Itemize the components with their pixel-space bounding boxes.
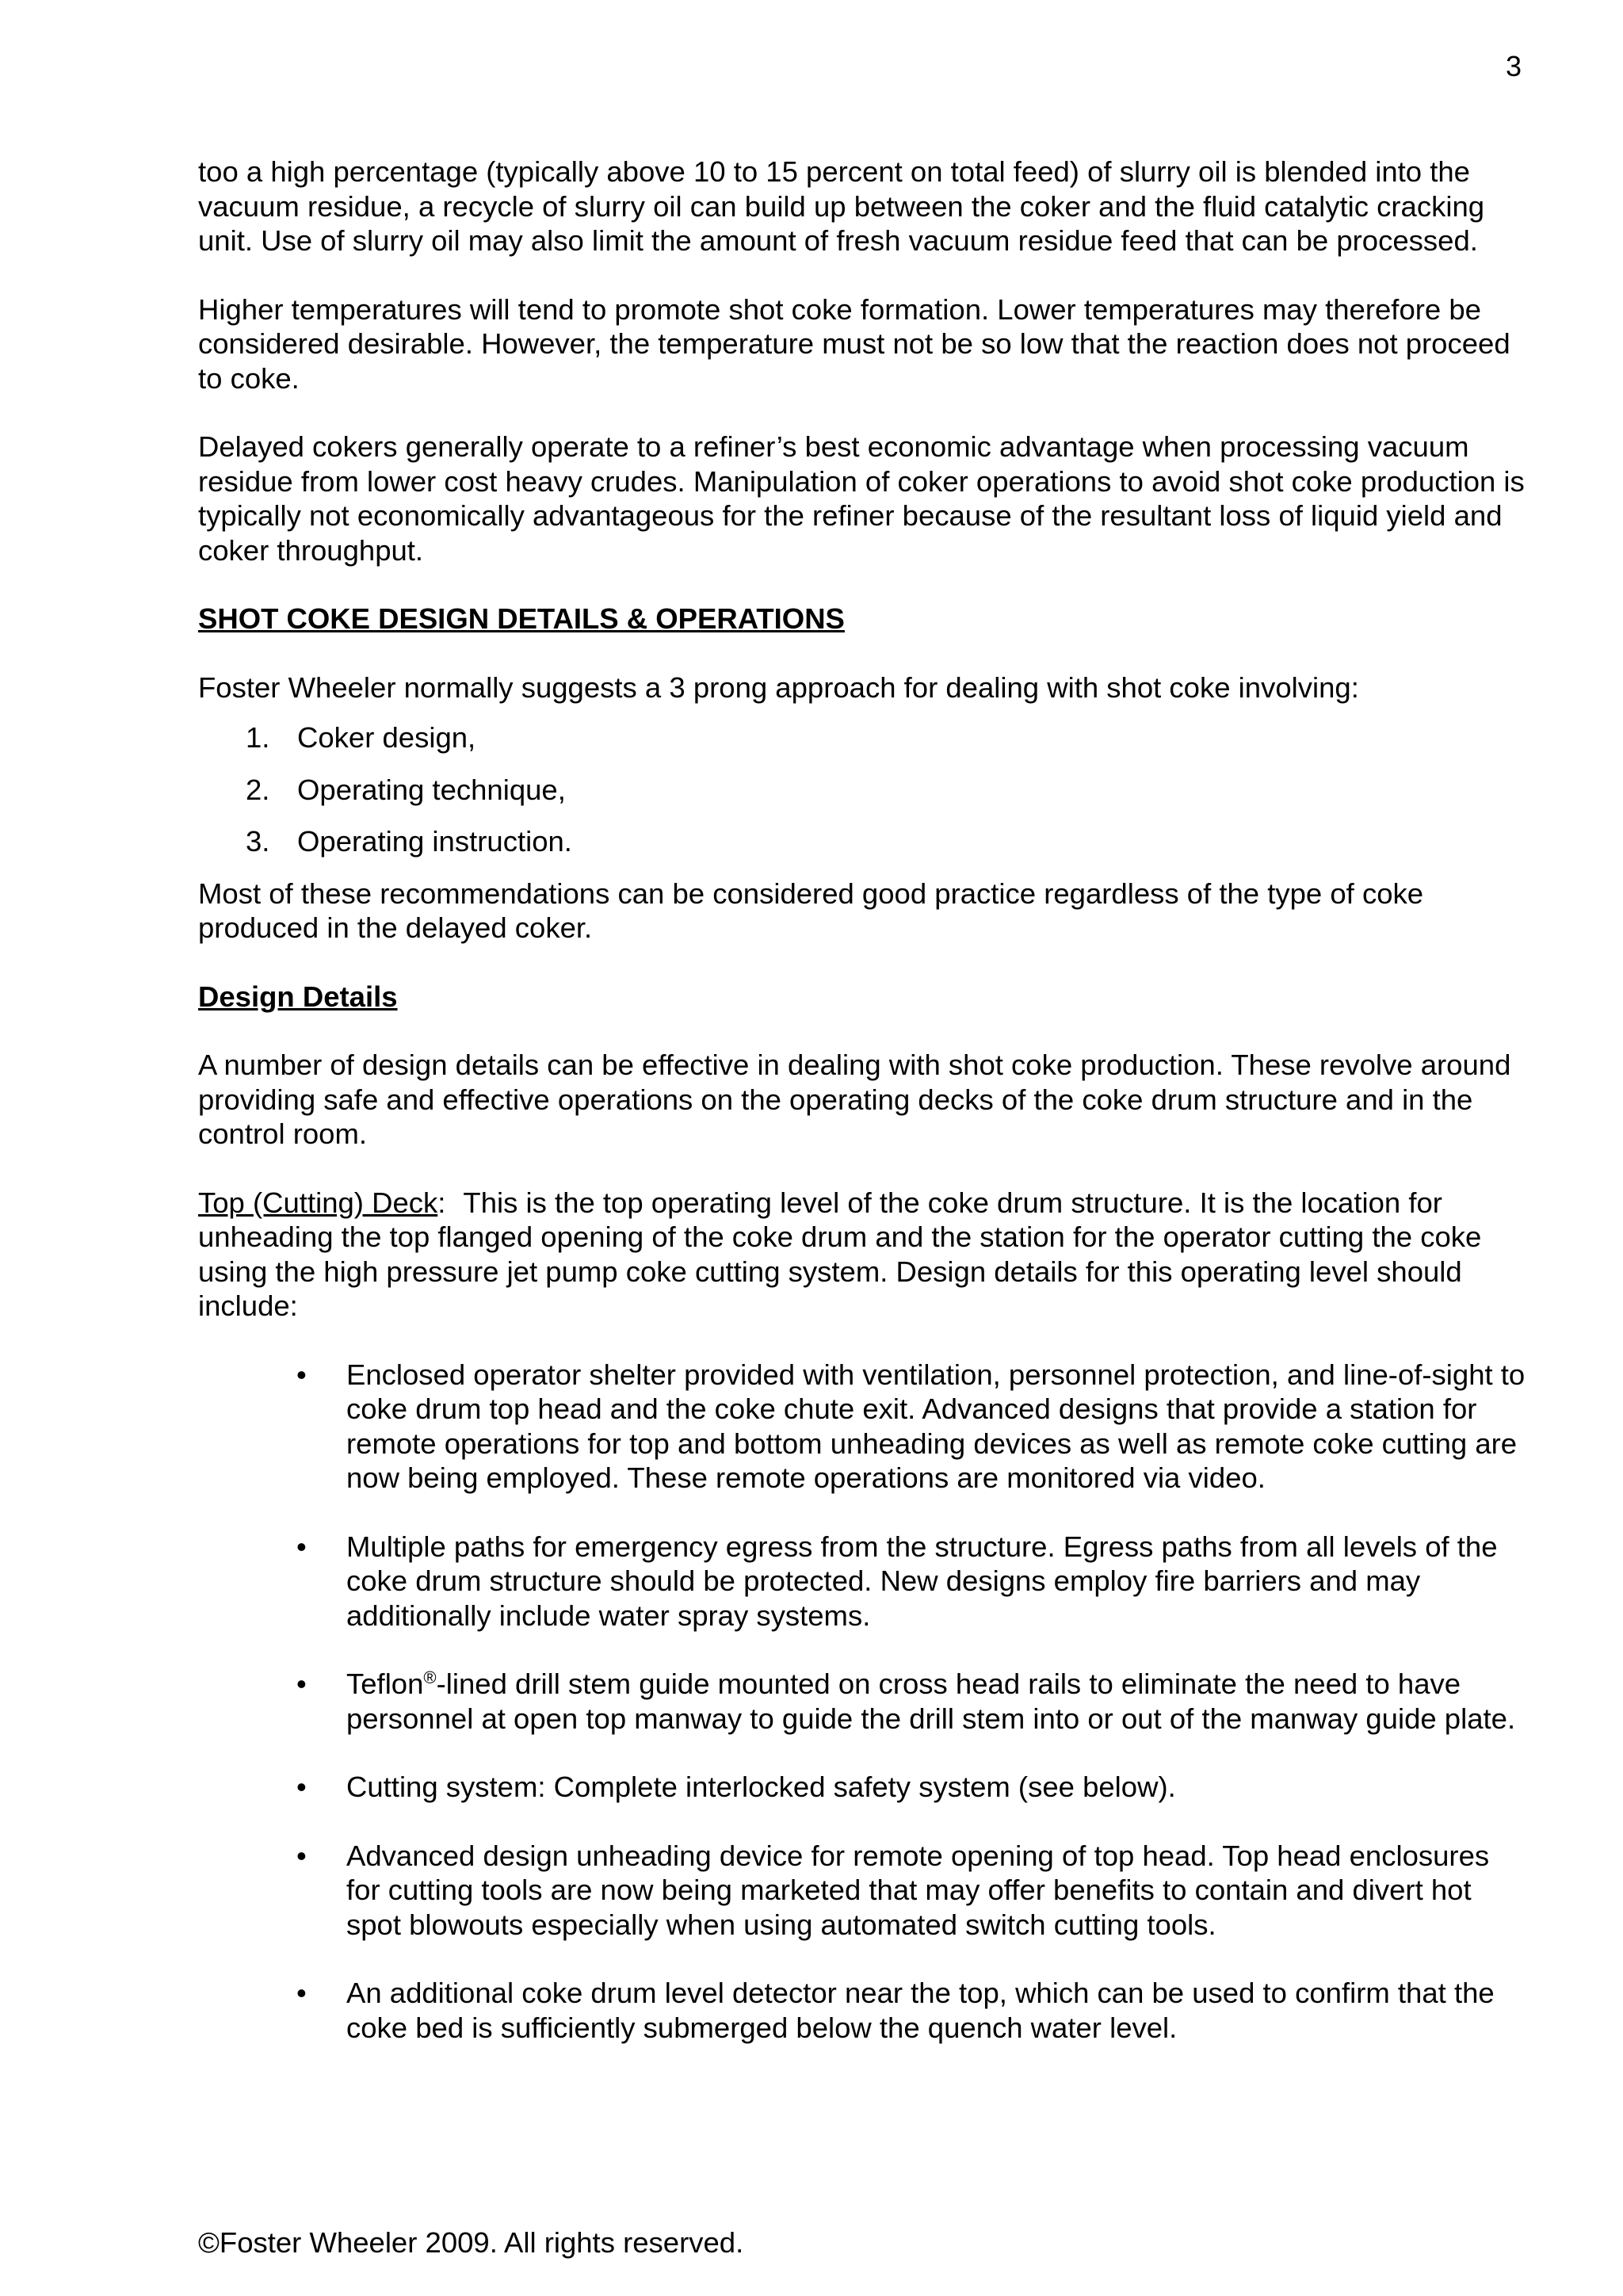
list-item <box>198 1667 1526 1736</box>
paragraph-top-deck <box>198 1186 1526 1324</box>
top-deck-colon: : <box>437 1186 446 1219</box>
top-deck-text: This is the top operating level of the coke drum structure. It is the location for unheading the top flanged opening of the coke drum and the station for the operator cutting the coke using the high pressure jet pump coke cutting system. Design details for this operating level should include: <box>198 1186 1482 1322</box>
bullet-icon: • <box>296 1358 307 1391</box>
registered-mark: ® <box>423 1668 437 1687</box>
teflon-word: Teflon <box>346 1668 424 1700</box>
teflon-rest: -lined drill stem guide mounted on cross head rails to eliminate the need to have personnel at open top manway to guide the drill stem into or out of the manway guide plate. <box>346 1668 1516 1735</box>
list-item <box>198 773 1526 808</box>
bullet-text-teflon <box>346 1668 1515 1735</box>
list-item <box>198 1839 1526 1943</box>
copyright-footer: ©Foster Wheeler 2009. All rights reserved. <box>198 2226 744 2259</box>
section-heading: SHOT COKE DESIGN DETAILS & OPERATIONS <box>198 602 845 635</box>
list-number: 1. <box>246 721 270 754</box>
design-bullet-list <box>198 1358 1526 2046</box>
bullet-text: An additional coke drum level detector near the top, which can be used to confirm that the coke bed is sufficiently submerged below the quench water level. <box>346 1977 1495 2044</box>
list-item-text: Coker design, <box>297 721 476 754</box>
list-item <box>198 1358 1526 1496</box>
bullet-text: Enclosed operator shelter provided with ventilation, personnel protection, and line-of-sight to coke drum top head and the coke chute exit. Advanced designs that provide a station for remote operations for top and bottom unheading devices as well as remote coke cutting are now being employed. These remote operations are monitored via video. <box>346 1358 1526 1494</box>
top-deck-label: Top (Cutting) Deck <box>198 1186 438 1219</box>
bullet-text: Multiple paths for emergency egress from the structure. Egress paths from all levels of the coke drum structure should be protected. New designs employ fire barriers and may additionally include water spray systems. <box>346 1530 1498 1632</box>
paragraph-slurry-oil: too a high percentage (typically above 10 to 15 percent on total feed) of slurry oil is blended into the vacuum residue, a recycle of slurry oil can build up between the coker and the fluid catalytic cracking unit. Use of slurry oil may also limit the amount of fresh vacuum residue feed that can be processed. <box>198 155 1485 257</box>
list-item <box>198 1976 1526 2045</box>
bullet-icon: • <box>296 1530 307 1563</box>
list-item <box>198 1530 1526 1633</box>
list-item <box>198 824 1526 859</box>
list-number: 3. <box>246 825 270 858</box>
bullet-text: Advanced design unheading device for remote opening of top head. Top head enclosures for cutting tools are now being marketed that may offer benefits to contain and divert hot spot blowouts especially when using automated switch cutting tools. <box>346 1839 1490 1941</box>
bullet-text: Cutting system: Complete interlocked safety system (see below). <box>346 1771 1176 1803</box>
approach-list <box>198 720 1526 859</box>
page-number: 3 <box>1505 50 1522 82</box>
paragraph-design-intro: A number of design details can be effective in dealing with shot coke production. These revolve around providing safe and effective operations on the operating decks of the coke drum structure and in the control room. <box>198 1049 1511 1150</box>
bullet-icon: • <box>296 1668 307 1700</box>
bullet-icon: • <box>296 1977 307 2009</box>
approach-intro: Foster Wheeler normally suggests a 3 prong approach for dealing with shot coke involving: <box>198 670 1359 704</box>
document-body <box>198 155 1526 2079</box>
bullet-icon: • <box>296 1839 307 1872</box>
bullet-icon: • <box>296 1771 307 1803</box>
list-item <box>198 720 1526 755</box>
subsection-heading: Design Details <box>198 980 398 1013</box>
paragraph-temperature: Higher temperatures will tend to promote shot coke formation. Lower temperatures may therefore be considered desirable. However, the temperature must not be so low that the reaction does not proceed to coke. <box>198 292 1510 395</box>
list-number: 2. <box>246 773 270 806</box>
list-item-text: Operating technique, <box>297 773 566 806</box>
list-item-text: Operating instruction. <box>297 825 572 858</box>
list-item <box>198 1770 1526 1805</box>
approach-outro: Most of these recommendations can be considered good practice regardless of the type of coke produced in the delayed coker. <box>198 877 1424 944</box>
paragraph-economics: Delayed cokers generally operate to a refiner’s best economic advantage when processing vacuum residue from lower cost heavy crudes. Manipulation of coker operations to avoid shot coke production is typically not economically advantageous for the refiner because of the resultant loss of liquid yield and coker throughput. <box>198 430 1525 567</box>
